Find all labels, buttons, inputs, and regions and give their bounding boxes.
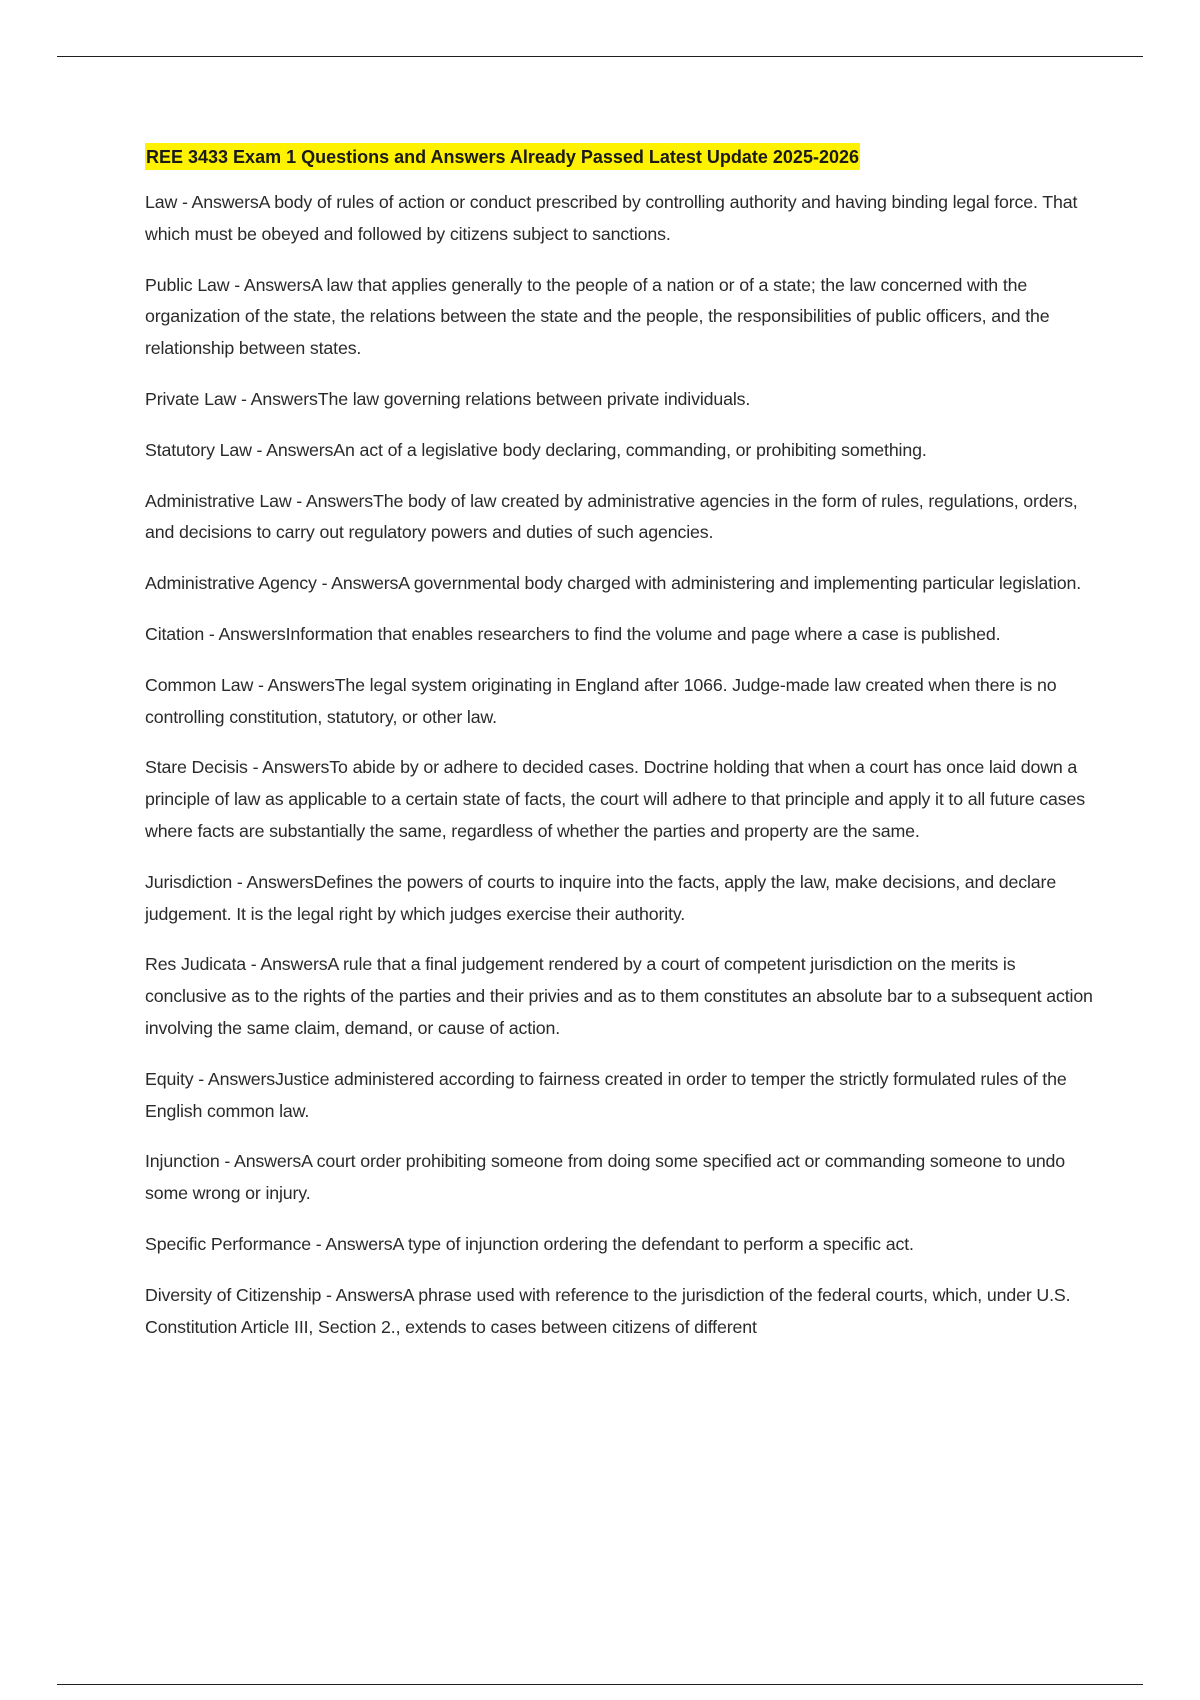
qa-entry-common-law: Common Law - AnswersThe legal system originating in England after 1066. Judge-made law created when there is no controlling constitution, statutory, or other law. bbox=[145, 674, 1057, 727]
document-body bbox=[145, 143, 1095, 1362]
qa-entry-stare-decisis: Stare Decisis - AnswersTo abide by or adhere to decided cases. Doctrine holding that when a court has once laid down a principle of law as applicable to a certain state of facts, the court will adhere to that principle and apply it to all future cases where facts are substantially the same, regardless of whether the parties and property are the same. bbox=[145, 757, 1085, 841]
document-title: REE 3433 Exam 1 Questions and Answers Already Passed Latest Update 2025-2026 bbox=[145, 143, 860, 170]
qa-entry-law: Law - AnswersA body of rules of action or conduct prescribed by controlling authority and having binding legal force. That which must be obeyed and followed by citizens subject to sanctions. bbox=[145, 192, 1078, 244]
qa-entry-administrative-agency: Administrative Agency - AnswersA governmental body charged with administering and implementing particular legislation. bbox=[145, 573, 1082, 594]
qa-entry-statutory-law: Statutory Law - AnswersAn act of a legislative body declaring, commanding, or prohibiting something. bbox=[145, 439, 927, 460]
qa-list bbox=[145, 187, 1095, 1343]
page-header-rule bbox=[57, 56, 1143, 57]
qa-entry-injunction: Injunction - AnswersA court order prohibiting someone from doing some specified act or commanding someone to undo some wrong or injury. bbox=[145, 1151, 1066, 1204]
qa-entry-diversity-of-citizenship: Diversity of Citizenship - AnswersA phrase used with reference to the jurisdiction of the federal courts, which, under U.S. Constitution Article III, Section 2., extends to cases between citizens of different bbox=[145, 1284, 1071, 1337]
qa-entry-public-law: Public Law - AnswersA law that applies generally to the people of a nation or of a state; the law concerned with the organization of the state, the relations between the state and the people, the responsibilities of public officers, and the relationship between states. bbox=[145, 274, 1050, 359]
qa-entry-jurisdiction: Jurisdiction - AnswersDefines the powers of courts to inquire into the facts, apply the law, make decisions, and declare judgement. It is the legal right by which judges exercise their authority. bbox=[145, 871, 1057, 924]
qa-entry-equity: Equity - AnswersJustice administered according to fairness created in order to temper the strictly formulated rules of the English common law. bbox=[145, 1068, 1067, 1121]
qa-entry-administrative-law: Administrative Law - AnswersThe body of law created by administrative agencies in the form of rules, regulations, orders, and decisions to carry out regulatory powers and duties of such agencies. bbox=[145, 490, 1078, 543]
qa-entry-specific-performance: Specific Performance - AnswersA type of injunction ordering the defendant to perform a specific act. bbox=[145, 1233, 914, 1254]
qa-entry-private-law: Private Law - AnswersThe law governing relations between private individuals. bbox=[145, 388, 751, 409]
page-footer-rule bbox=[57, 1684, 1143, 1685]
qa-entry-citation: Citation - AnswersInformation that enables researchers to find the volume and page where a case is published. bbox=[145, 623, 1001, 644]
qa-entry-res-judicata: Res Judicata - AnswersA rule that a final judgement rendered by a court of competent jurisdiction on the merits is conclusive as to the rights of the parties and their privies and as to them constitutes an absolute bar to a subsequent action involving the same claim, demand, or cause of action. bbox=[145, 954, 1093, 1038]
